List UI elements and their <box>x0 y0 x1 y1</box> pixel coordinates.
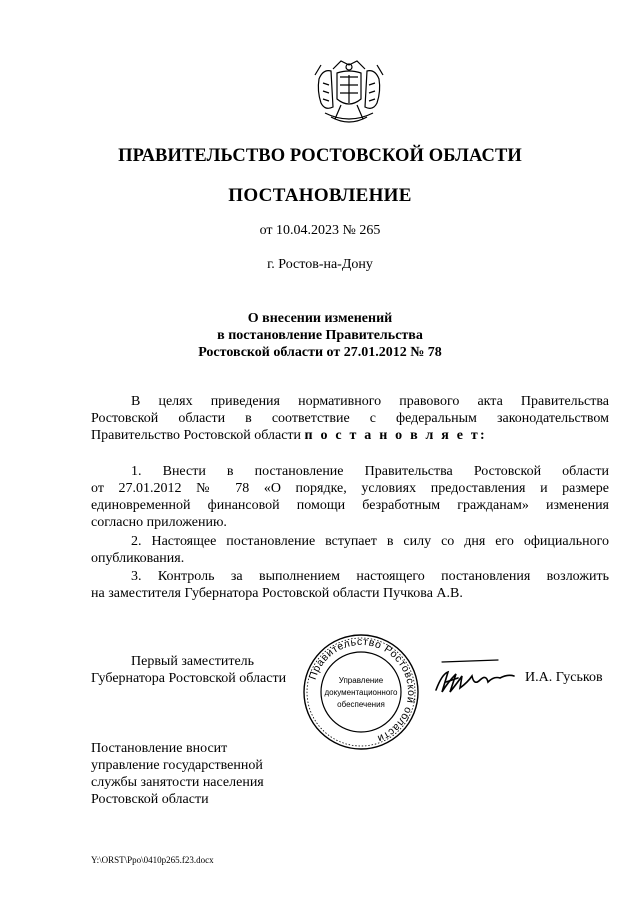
official-seal-icon <box>301 632 421 752</box>
paragraph-line: 1. Внести в постановление Правительства Ростовской области <box>131 464 609 479</box>
item-1-paragraph <box>91 463 609 531</box>
preamble-paragraph <box>91 393 609 444</box>
issuer-line: службы занятости населения <box>91 775 264 790</box>
paragraph-line: опубликования. <box>91 551 185 566</box>
paragraph-line: В целях приведения нормативного правового акта Правительства <box>131 394 609 409</box>
handwritten-signature-icon <box>428 652 522 698</box>
paragraph-line: 3. Контроль за выполнением настоящего постановления возложить <box>131 569 609 584</box>
subject-line: О внесении изменений <box>247 311 393 326</box>
seal-text: документационного <box>324 688 398 697</box>
coat-of-arms-icon <box>311 55 387 131</box>
paragraph-line: Правительство Ростовской области <box>91 428 302 443</box>
paragraph-line: на заместителя Губернатора Ростовской области Пучкова А.В. <box>91 586 463 601</box>
paragraph-line: Ростовской области в соответствие с федеральным законодательством <box>91 411 609 426</box>
document-date-number: от 10.04.2023 № 265 <box>259 223 381 238</box>
paragraph-line: согласно приложению. <box>91 515 227 530</box>
signatory-name: И.А. Гуськов <box>525 670 603 685</box>
signatory-position <box>91 653 286 687</box>
issuer-line: Постановление вносит <box>91 741 228 756</box>
issuer-line: управление государственной <box>91 758 263 773</box>
subject-line: Ростовской области от 27.01.2012 № 78 <box>198 345 442 360</box>
paragraph-line: 2. Настоящее постановление вступает в силу со дня его официального <box>131 534 609 549</box>
item-3-paragraph <box>91 568 609 602</box>
seal-text: Управление <box>338 676 384 685</box>
position-line: Первый заместитель <box>131 654 255 669</box>
seal-text: обеспечения <box>337 700 385 709</box>
subject-line: в постановление Правительства <box>217 328 423 343</box>
government-title: ПРАВИТЕЛЬСТВО РОСТОВСКОЙ ОБЛАСТИ <box>118 146 522 166</box>
document-city: г. Ростов-на-Дону <box>267 257 373 272</box>
paragraph-line: единовременной финансовой помощи безработным гражданам» изменения <box>91 498 609 513</box>
document-type: ПОСТАНОВЛЕНИЕ <box>228 185 412 206</box>
paragraph-line: от 27.01.2012 № 78 «О порядке, условиях предоставления и размере <box>91 481 609 496</box>
item-2-paragraph <box>91 533 609 567</box>
issuer-line: Ростовской области <box>91 792 209 807</box>
seal-ring-text: Правительство Ростовской области <box>306 635 418 745</box>
position-line: Губернатора Ростовской области <box>91 671 287 686</box>
document-subject <box>0 310 640 361</box>
decree-word: п о с т а н о в л я е т: <box>304 428 487 443</box>
file-path: Y:\ORST\Ppo\0410p265.f23.docx <box>91 855 214 865</box>
issuer-note <box>91 740 264 808</box>
